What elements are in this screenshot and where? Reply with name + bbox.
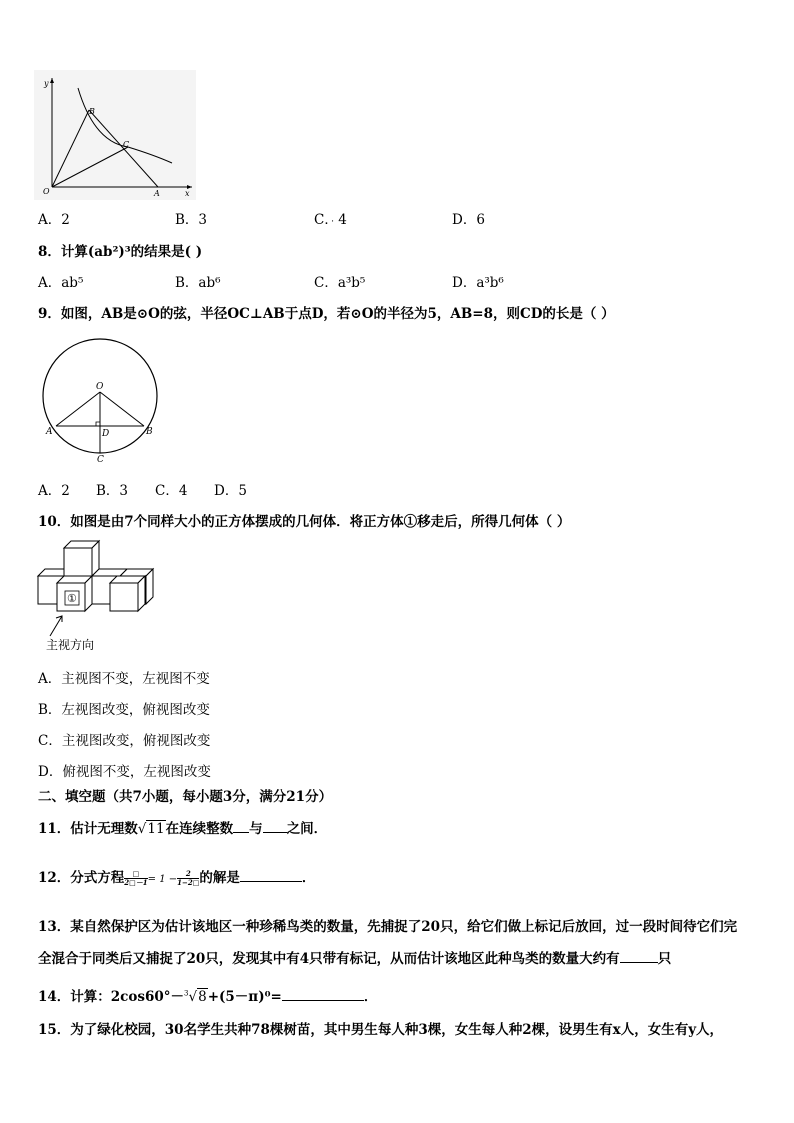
q11-blank-2[interactable] [263, 820, 287, 833]
q12-end: ． [301, 870, 316, 886]
section-2-heading: 二、填空题（共7小题，每小题3分，满分21分） [38, 789, 333, 805]
q10-option-d: D．俯视图不变，左视图改变 [38, 764, 211, 780]
q13-line-2-text: 全混合于同类后又捕捉了20只，发现其中有4只带有标记，从而估计该地区此种鸟类的数量大约有 [38, 951, 620, 967]
fraction-1-denominator: 2□－1 [124, 878, 148, 887]
q11-blank-1[interactable] [233, 820, 249, 833]
q9-circle-figure [38, 332, 162, 468]
q10-view-caption: 主视方向 [46, 638, 95, 652]
fraction-2-numerator: 2 [177, 870, 199, 879]
q7-option-c [314, 208, 347, 228]
q8-option-a: A．ab⁵ [38, 275, 84, 291]
point-a-label: A [154, 189, 160, 198]
fraction-2-denominator: 1−2□ [177, 878, 200, 887]
q13-line-2 [38, 947, 671, 967]
q12-fraction-2 [177, 870, 199, 887]
q7-option-c-mark: · [331, 217, 334, 227]
sqrt-symbol: √ [137, 821, 147, 837]
q12-blank[interactable] [240, 869, 302, 882]
q10-option-c: C．主视图改变，俯视图改变 [38, 733, 211, 749]
point-c-label: C [123, 140, 130, 149]
q7-option-c-value: 4 [338, 212, 347, 228]
point-o-label: O [96, 382, 104, 392]
q14-root-index: 3 [184, 989, 189, 998]
q7-option-b: B．3 [175, 212, 208, 228]
q13-line-2-end: 只 [657, 951, 672, 967]
q13-line-1: 13．某自然保护区为估计该地区一种珍稀鸟类的数量，先捕捉了20只，给它们做上标记后放回，过一段时间待它们完 [38, 919, 738, 935]
point-c-label: C [97, 455, 104, 465]
q11-radicand: 11 [147, 821, 165, 837]
q7-option-d: D．6 [452, 212, 485, 228]
q12-prefix: 12．分式方程 [38, 870, 125, 886]
q10-cube-figure [36, 538, 158, 646]
q11-question [38, 817, 327, 837]
q11-prefix: 11．估计无理数 [38, 821, 138, 837]
q12-equals: = 1 − [147, 874, 178, 885]
q10-option-b: B．左视图改变，俯视图改变 [38, 702, 210, 718]
q15-question: 15．为了绿化校园，30名学生共种78棵树苗，其中男生每人种3棵，女生每人种2棵，设男生有x人，女生有y人， [38, 1022, 724, 1038]
q11-mid2: 与 [249, 821, 263, 837]
y-label: y [44, 79, 49, 88]
q8-question: 8．计算(ab²)³的结果是( ) [38, 244, 203, 260]
q8-option-c: C．a³b⁵ [314, 275, 366, 291]
q11-suffix: 之间． [286, 821, 328, 837]
q9-option-b: B．3 [96, 483, 129, 499]
q7-option-a: A．2 [38, 212, 70, 228]
q12-question [38, 866, 315, 887]
q9-question: 9．如图，AB是⊙O的弦，半径OC⊥AB于点D，若⊙O的半径为5，AB=8，则CD的长是（ ） [38, 306, 615, 322]
q14-end: ． [363, 989, 378, 1005]
cube-1-label: ① [67, 592, 77, 605]
fraction-1-numerator: □ [124, 870, 147, 879]
point-a-label: A [46, 427, 53, 437]
q10-option-a: A．主视图不变，左视图不变 [38, 671, 210, 687]
q14-prefix: 14．计算：2cos60°－ [38, 989, 185, 1005]
q7-coordinate-figure [34, 70, 196, 200]
q8-option-d: D．a³b⁶ [452, 275, 504, 291]
point-b-label: B [89, 107, 95, 116]
view-direction-arrow [50, 616, 62, 636]
q8-option-b: B．ab⁶ [175, 275, 221, 291]
q9-option-d: D．5 [214, 483, 247, 499]
q12-suffix: 的解是 [199, 870, 240, 886]
q14-radicand: 8 [198, 989, 207, 1005]
point-d-label: D [102, 429, 110, 439]
sqrt-symbol: √ [188, 989, 198, 1005]
q14-blank[interactable] [282, 988, 364, 1001]
q9-option-a: A．2 [38, 483, 70, 499]
q9-option-c: C．4 [155, 483, 188, 499]
q12-fraction-1 [124, 870, 147, 887]
q13-blank[interactable] [620, 950, 658, 963]
x-label: x [185, 189, 190, 198]
q14-suffix: +(5－π)⁰= [207, 989, 282, 1005]
q11-mid1: 在连续整数 [165, 821, 234, 837]
q7-option-c-label: C． [314, 212, 332, 228]
point-b-label: B [146, 427, 153, 437]
origin-label: O [43, 187, 50, 196]
q10-question: 10．如图是由7个同样大小的正方体摆成的几何体．将正方体①移走后，所得几何体（ ） [38, 514, 571, 530]
q14-question [38, 985, 377, 1005]
